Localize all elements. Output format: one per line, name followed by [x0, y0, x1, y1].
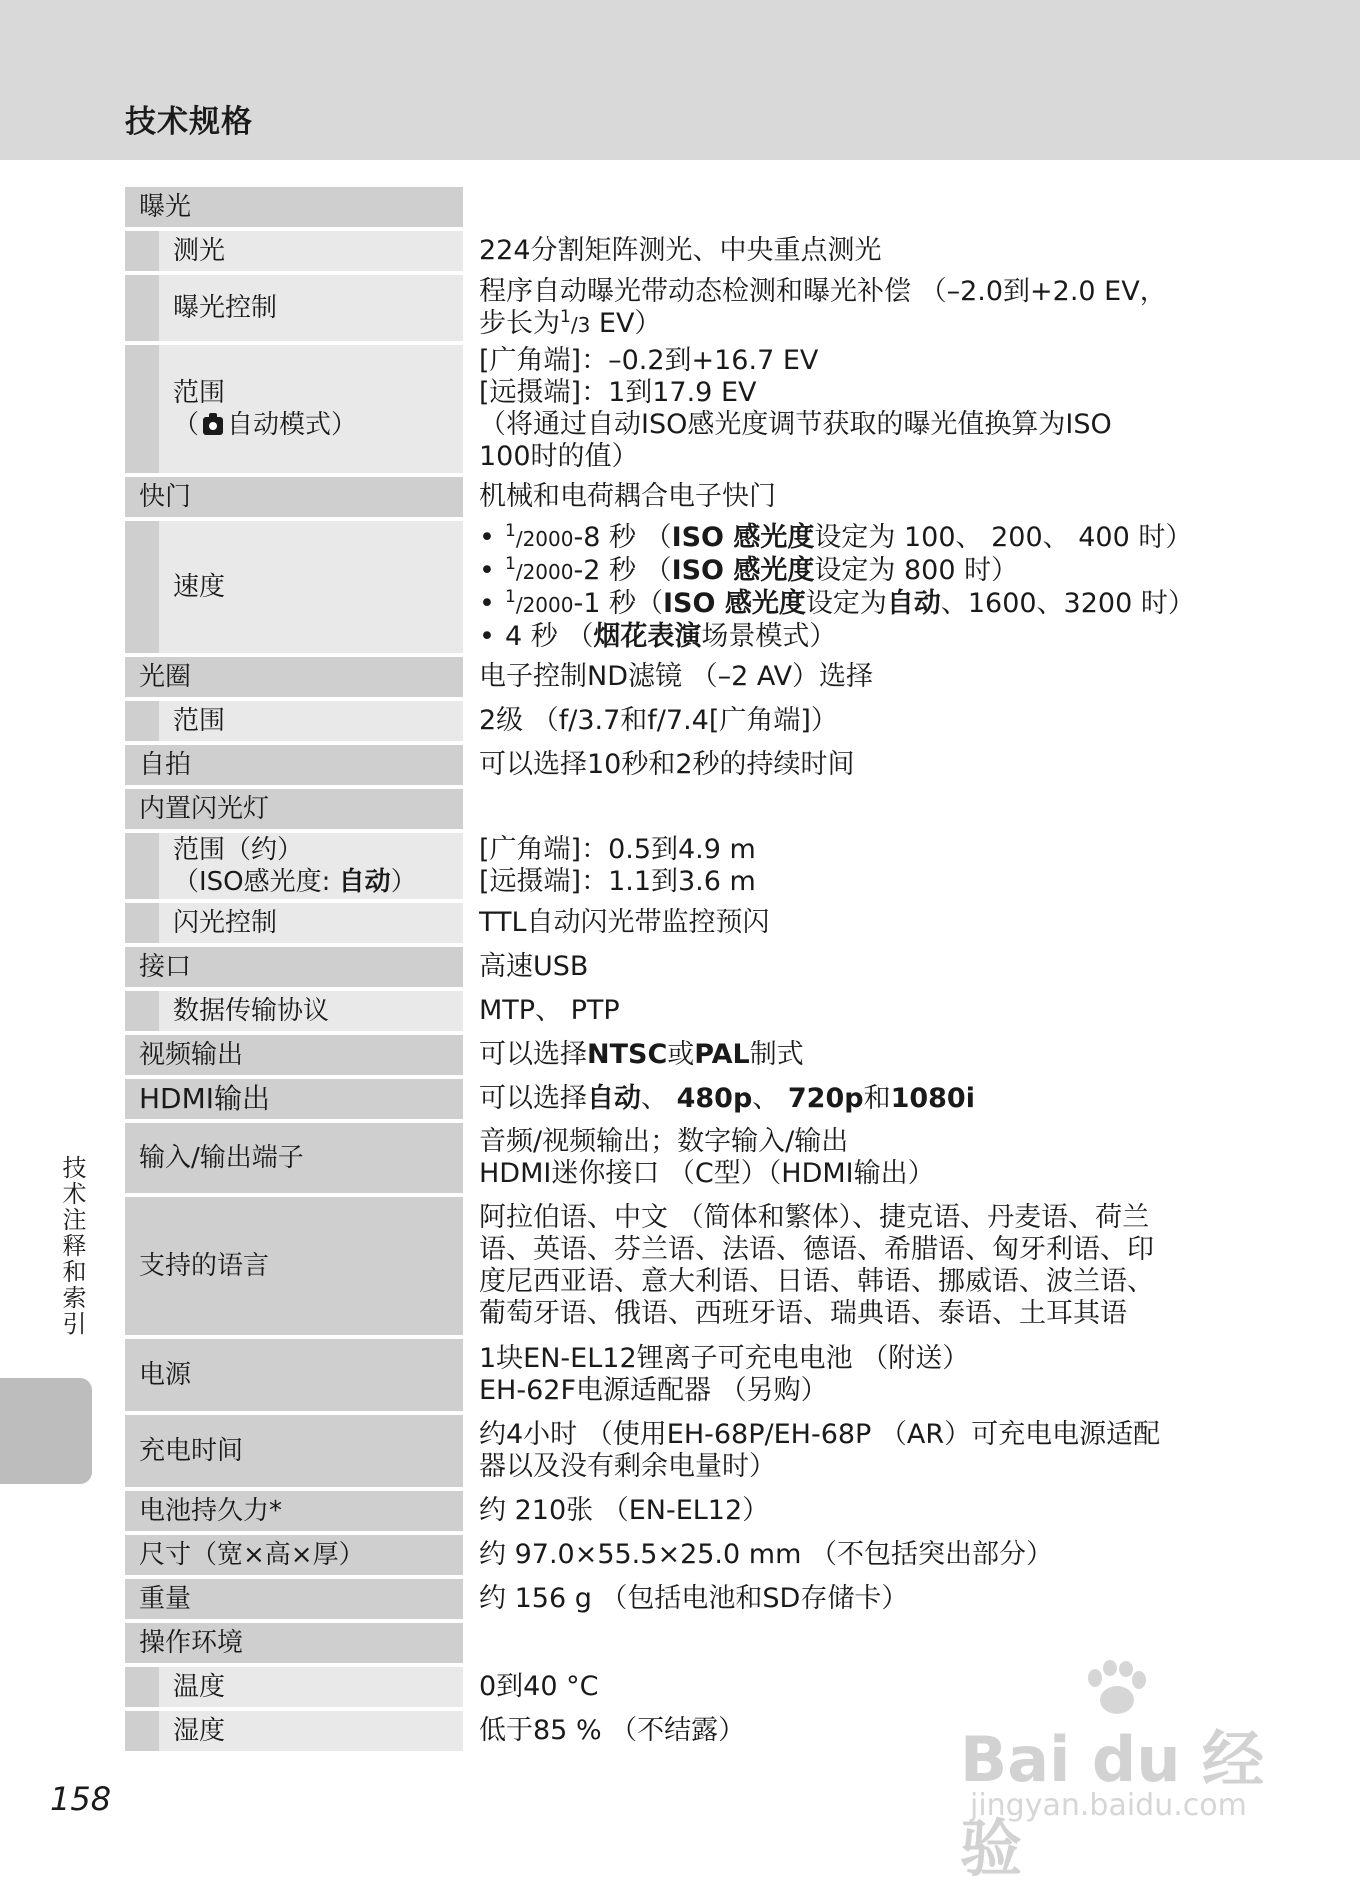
spec-row-battery [125, 1491, 1245, 1531]
camera-icon [203, 417, 223, 435]
spec-label: 电源 [139, 1360, 192, 1390]
spec-value: 低于85 % （不结露） [479, 1715, 746, 1746]
section-tab[interactable] [0, 1378, 92, 1484]
spec-row-shutter [125, 477, 1245, 517]
spec-row-speed [125, 521, 1245, 653]
spec-row-io [125, 1123, 1245, 1193]
spec-label: 光圈 [139, 662, 192, 692]
spec-label: 接口 [139, 952, 192, 982]
spec-value: TTL自动闪光带监控预闪 [479, 907, 770, 938]
spec-row-flash-control [125, 903, 1245, 943]
spec-value: 2级 （f/3.7和f/7.4[广角端]） [479, 705, 838, 736]
spec-value [463, 1623, 1245, 1663]
spec-value: 约4小时 （使用EH-68P/EH-68P （AR）可充电电源适配 器以及没有剩余电量时） [479, 1419, 1161, 1482]
spec-label: 操作环境 [139, 1628, 244, 1658]
spec-value: 电子控制ND滤镜 （–2 AV）选择 [479, 661, 874, 692]
spec-value [463, 521, 1245, 653]
spec-label: 速度 [159, 521, 463, 653]
spec-value [463, 187, 1245, 227]
spec-row-exposure [125, 187, 1245, 227]
spec-label: 视频输出 [139, 1040, 244, 1070]
spec-row-power [125, 1339, 1245, 1411]
spec-row-video-out [125, 1035, 1245, 1075]
spec-row-exposure-range [125, 345, 1245, 473]
page-number: 158 [50, 1780, 112, 1818]
spec-value: 约 97.0×55.5×25.0 mm （不包括突出部分） [479, 1539, 1053, 1570]
spec-label: 输入/输出端子 [139, 1143, 304, 1173]
spec-row-hdmi-out [125, 1079, 1245, 1119]
spec-label: 测光 [159, 231, 463, 271]
spec-label: 自拍 [139, 750, 192, 780]
spec-value: 约 210张 （EN-EL12） [479, 1495, 770, 1526]
spec-label: 曝光 [139, 192, 192, 222]
spec-row-self-timer [125, 745, 1245, 785]
spec-label: 闪光控制 [159, 903, 463, 943]
spec-label: 内置闪光灯 [139, 794, 270, 824]
spec-row-protocol [125, 991, 1245, 1031]
list-item: • 4 秒 （烟花表演场景模式） [479, 620, 837, 652]
watermark-url: jingyan.baidu.com [970, 1788, 1247, 1823]
spec-label: 重量 [139, 1584, 192, 1614]
spec-row-weight [125, 1579, 1245, 1619]
spec-row-environment [125, 1623, 1245, 1663]
spec-label: 数据传输协议 [159, 991, 463, 1031]
spec-value: 可以选择NTSC或PAL制式 [479, 1039, 804, 1070]
spec-row-flash [125, 789, 1245, 829]
spec-row-interface [125, 947, 1245, 987]
spec-value: [广角端]：0.5到4.9 m [远摄端]：1.1到3.6 m [479, 834, 756, 897]
spec-label: 快门 [139, 482, 192, 512]
spec-table [125, 187, 1245, 1755]
spec-row-flash-range [125, 833, 1245, 899]
spec-value: MTP、 PTP [479, 995, 620, 1026]
spec-label: 支持的语言 [139, 1251, 270, 1281]
spec-value: 高速USB [479, 951, 589, 982]
page-title: 技术规格 [125, 104, 253, 140]
spec-label: HDMI输出 [139, 1082, 271, 1115]
section-side-label: 技术注释和索引 [58, 1155, 86, 1337]
watermark-brand: Bai du 经验 [960, 1723, 1265, 1885]
spec-value: 可以选择自动、 480p、 720p和1080i [479, 1083, 975, 1114]
spec-value: 1块EN-EL12锂离子可充电电池 （附送） EH-62F电源适配器 （另购） [479, 1343, 970, 1406]
spec-value: 阿拉伯语、中文 （简体和繁体）、捷克语、丹麦语、荷兰 语、英语、芬兰语、法语、德语、希腊语、匈牙利语、印 度尼西亚语、意大利语、日语、韩语、挪威语、波兰语、 葡萄牙语、俄语、西班牙语、瑞典语、泰语、土耳其语 [479, 1202, 1154, 1329]
list-item: • $^1$/2000-1 秒（ISO 感光度设定为自动、1600、3200 时） [479, 586, 1195, 619]
spec-label: 范围（约） （ISO感光度: 自动） [159, 833, 463, 899]
spec-label: 尺寸（宽×高×厚） [139, 1540, 365, 1570]
spec-value: [广角端]：–0.2到+16.7 EV [远摄端]：1到17.9 EV （将通过自动ISO感光度调节获取的曝光值换算为ISO 100时的值） [479, 345, 1112, 472]
spec-value: 机械和电荷耦合电子快门 [479, 481, 776, 512]
spec-row-metering [125, 231, 1245, 271]
spec-label: 范围 [159, 701, 463, 741]
watermark [960, 1660, 1280, 1885]
spec-row-aperture [125, 657, 1245, 697]
spec-value: 音频/视频输出；数字输入/输出 HDMI迷你接口 （C型）（HDMI输出） [479, 1126, 935, 1189]
spec-row-charge [125, 1415, 1245, 1487]
list-item: • $^1$/2000-8 秒 （ISO 感光度设定为 100、 200、 400 时） [479, 520, 1193, 553]
spec-label: 电池持久力* [139, 1496, 283, 1526]
spec-value: 224分割矩阵测光、中央重点测光 [479, 235, 882, 266]
spec-row-dimensions [125, 1535, 1245, 1575]
spec-value: 约 156 g （包括电池和SD存储卡） [479, 1583, 909, 1614]
spec-label: 范围 （ 自动模式） [159, 345, 463, 473]
spec-label: 湿度 [159, 1711, 463, 1751]
spec-label: 曝光控制 [159, 275, 463, 341]
spec-value [463, 789, 1245, 829]
spec-value: 可以选择10秒和2秒的持续时间 [479, 749, 855, 780]
spec-row-languages [125, 1197, 1245, 1335]
spec-row-aperture-range [125, 701, 1245, 741]
spec-value: 0到40 °C [479, 1671, 599, 1702]
list-item: • $^1$/2000-2 秒 （ISO 感光度设定为 800 时） [479, 553, 1019, 586]
spec-label: 充电时间 [139, 1436, 244, 1466]
spec-label: 温度 [159, 1667, 463, 1707]
spec-row-exposure-control [125, 275, 1245, 341]
spec-value: 程序自动曝光带动态检测和曝光补偿 （–2.0到+2.0 EV， 步长为$^1$/3 EV） [479, 275, 1167, 339]
